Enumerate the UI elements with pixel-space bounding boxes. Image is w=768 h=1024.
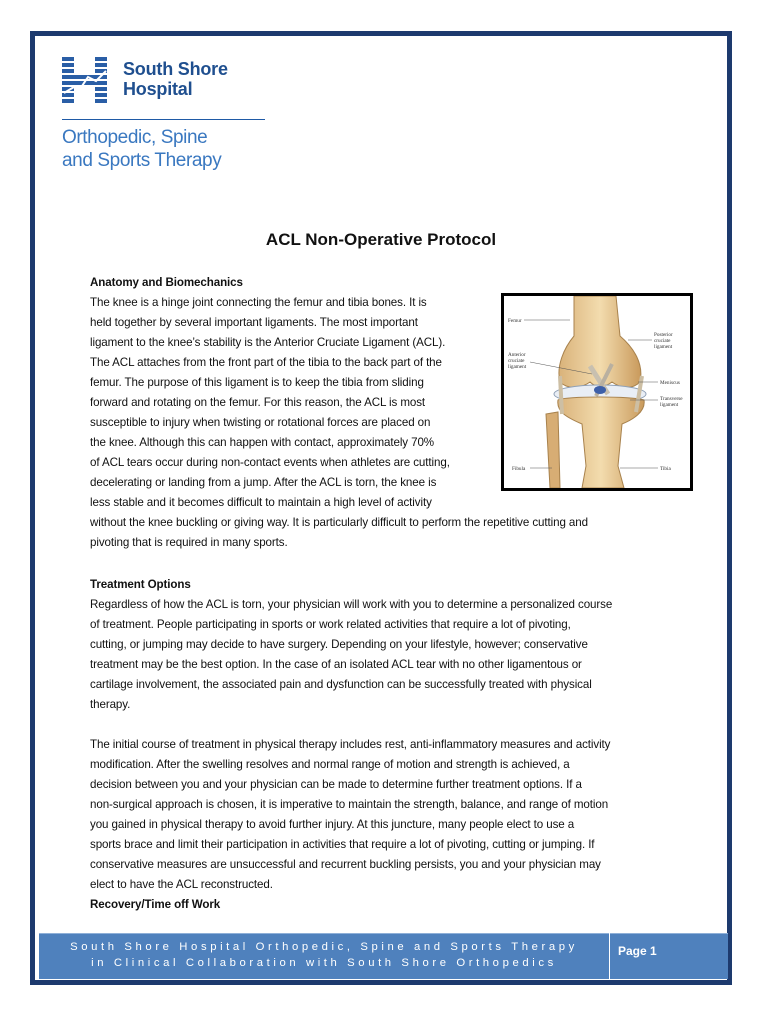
- label-acl: cruciate: [508, 358, 525, 364]
- anatomy-line: susceptible to injury when twisting or rotational forces are placed on: [90, 416, 431, 429]
- anatomy-line: less stable and it becomes difficult to maintain a high level of activity: [90, 496, 432, 509]
- label-pcl: Posterior: [654, 332, 673, 338]
- department-name: [62, 126, 221, 172]
- treatment-line: decision between you and your physician can be made to determine further treatment options. If a: [90, 778, 582, 791]
- knee-anatomy-figure: [501, 293, 693, 491]
- department-line2: and Sports Therapy: [62, 150, 222, 171]
- logo-divider: [62, 119, 265, 120]
- anatomy-line: femur. The purpose of this ligament is to keep the tibia from sliding: [90, 376, 424, 389]
- anatomy-line: decelerating or landing from a jump. After the ACL is torn, the knee is: [90, 476, 437, 489]
- anatomy-line: ligament to the knee’s stability is the Anterior Cruciate Ligament (ACL).: [90, 336, 446, 349]
- anatomy-line: pivoting that is required in many sports.: [90, 536, 288, 549]
- treatment-line: Regardless of how the ACL is torn, your physician will work with you to determine a personalized course: [90, 598, 613, 611]
- anatomy-heading: Anatomy and Biomechanics: [90, 276, 243, 289]
- anatomy-line: The ACL attaches from the front part of the tibia to the back part of the: [90, 356, 442, 369]
- anatomy-line: of ACL tears occur during non-contact events when athletes are cutting,: [90, 456, 450, 469]
- treatment-line: of treatment. People participating in sports or work related activities that require a lot of pivoting,: [90, 618, 571, 631]
- treatment-heading: Treatment Options: [90, 578, 191, 591]
- treatment-line: non-surgical approach is chosen, it is imperative to maintain the strength, balance, and range of motion: [90, 798, 609, 811]
- anatomy-line: held together by several important ligaments. The most important: [90, 316, 418, 329]
- anatomy-line: forward and rotating on the femur. For this reason, the ACL is most: [90, 396, 426, 409]
- recovery-heading: Recovery/Time off Work: [90, 898, 221, 911]
- label-transverse-ligament: Transverse: [660, 396, 683, 402]
- label-femur: Femur: [508, 318, 522, 324]
- label-meniscus: Meniscus: [660, 380, 680, 386]
- treatment-line: cutting, or jumping may decide to have surgery. Depending on your lifestyle, however; conservative: [90, 638, 588, 651]
- anatomy-line: The knee is a hinge joint connecting the femur and tibia bones. It is: [90, 296, 427, 309]
- label-pcl: ligament: [654, 344, 673, 350]
- treatment-line: therapy.: [90, 698, 131, 711]
- label-transverse-ligament: ligament: [660, 402, 679, 408]
- treatment-line: cartilage involvement, the associated pain and dysfunction can be successfully treated with physical: [90, 678, 592, 691]
- treatment-line: The initial course of treatment in physical therapy includes rest, anti-inflammatory measures and activity: [90, 738, 611, 751]
- hospital-name-line2: Hospital: [123, 79, 193, 99]
- treatment-line: conservative measures are unsuccessful and recurrent buckling persists, you and your physician may: [90, 858, 601, 871]
- page-number: Page 1: [610, 933, 728, 979]
- anatomy-line: without the knee buckling or giving way. It is particularly difficult to perform the repetitive cutting and: [90, 516, 588, 529]
- department-line1: Orthopedic, Spine: [62, 127, 208, 148]
- treatment-line: elect to have the ACL reconstructed.: [90, 878, 273, 891]
- label-pcl: cruciate: [654, 338, 671, 344]
- hospital-name: [123, 59, 228, 99]
- treatment-section: [90, 575, 612, 915]
- hospital-name-line1: South Shore: [123, 59, 228, 79]
- treatment-line: sports brace and limit their participation in activities that require a lot of pivoting, cutting or jumping. If: [90, 838, 595, 851]
- hospital-h-logo-icon: [62, 57, 108, 107]
- label-tibia: Tibia: [660, 466, 671, 472]
- page-footer: [39, 933, 609, 979]
- footer-line2: in Clinical Collaboration with South Shore Orthopedics: [91, 957, 557, 969]
- page-frame: [30, 31, 732, 985]
- document-title: ACL Non-Operative Protocol: [265, 230, 497, 249]
- label-acl: Anterior: [508, 352, 526, 358]
- treatment-line: modification. After the swelling resolves and normal range of motion and strength is achieved, a: [90, 758, 570, 771]
- anatomy-line: the knee. Although this can happen with contact, approximately 70%: [90, 436, 435, 449]
- footer-line1: South Shore Hospital Orthopedic, Spine and Sports Therapy: [70, 941, 578, 953]
- label-fibula: Fibula: [512, 466, 526, 472]
- label-acl: ligament: [508, 364, 527, 370]
- treatment-line: you gained in physical therapy to avoid further injury. At this juncture, many people elect to use a: [90, 818, 575, 831]
- treatment-line: treatment may be the best option. In the case of an isolated ACL tear with no other ligamentous or: [90, 658, 582, 671]
- knee-anatomy-illustration: [504, 296, 690, 488]
